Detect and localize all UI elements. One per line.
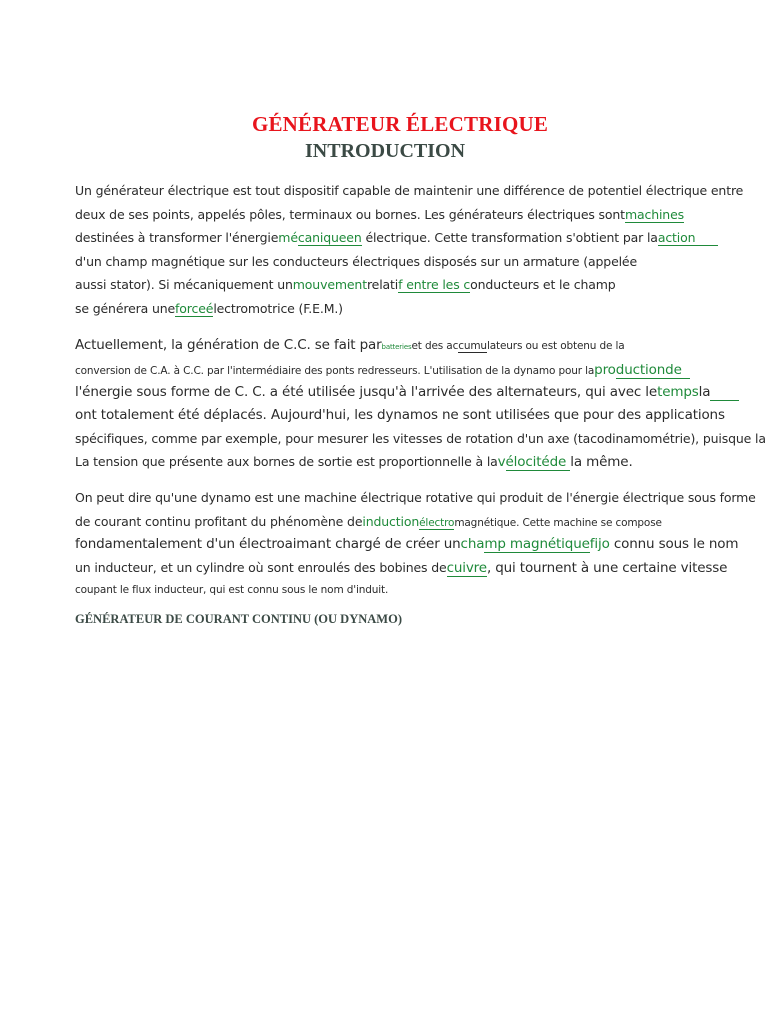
p2-line-1: Actuellement, la génération de C.C. se fait parbatterieset des accumulateurs ou est obtenu de la <box>75 337 625 353</box>
p1-line-4: d'un champ magnétique sur les conducteurs électriques disposés sur un armature (appelée <box>75 254 638 269</box>
p1-line-5: aussi stator). Si mécaniquement unmouvementrelatif entre les conducteurs et le champ <box>75 277 616 292</box>
p3-line-5: coupant le flux inducteur, qui est connu sous le nom d'induit. <box>75 584 389 596</box>
green-term: cuivre <box>446 560 487 576</box>
document-subtitle: INTRODUCTION <box>305 140 466 162</box>
p3-line-4: un inducteur, et un cylindre où sont enroulés des bobines decuivre, qui tournent à une certaine vitesse <box>75 560 728 576</box>
p2-line-3: l'énergie sous forme de C. C. a été utilisée jusqu'à l'arrivée des alternateurs, qui avec letempsla <box>75 384 739 400</box>
green-term: action <box>657 230 696 245</box>
p1-line-1: Un générateur électrique est tout dispositif capable de maintenir une différence de potentiel électrique entre <box>75 183 744 198</box>
p1-line-6: se générera uneforceélectromotrice (F.E.M.) <box>75 301 343 316</box>
section-heading: GÉNÉRATEUR DE COURANT CONTINU (OU DYNAMO) <box>75 612 402 626</box>
p1-line-2: deux de ses points, appelés pôles, terminaux ou bornes. Les générateurs électriques sontmachines <box>75 207 684 222</box>
p2-line-6: La tension que présente aux bornes de sortie est proportionnelle à lavélocitéde la même. <box>75 454 633 470</box>
green-term: électro <box>419 517 455 529</box>
green-term: duction <box>615 362 666 378</box>
green-term: caniqueen <box>297 230 362 245</box>
green-term: machines <box>624 207 684 222</box>
green-term: mp magnétique <box>484 536 590 552</box>
document-title: GÉNÉRATEUR ÉLECTRIQUE <box>251 112 549 136</box>
p2-line-4: ont totalement été déplacés. Aujourd'hui, les dynamos ne sont utilisées que pour des applications <box>75 407 725 423</box>
green-term: élocité <box>505 454 550 470</box>
p2-line-2: conversion de C.A. à C.C. par l'intermédiaire des ponts redresseurs. L'utilisation de la dynamo pour laproductionde <box>75 362 691 378</box>
p3-line-1: On peut dire qu'une dynamo est une machine électrique rotative qui produit de l'énergie électrique sous forme <box>75 490 756 505</box>
p3-line-2: de courant continu profitant du phénomène deinductionélectromagnétique. Cette machine se compose <box>75 514 662 529</box>
p3-line-3: fondamentalement d'un électroaimant chargé de créer unchamp magnétiquefijo connu sous le nom <box>75 536 739 552</box>
p2-line-5: spécifiques, comme par exemple, pour mesurer les vitesses de rotation d'un axe (tacodinamométrie), puisque la <box>75 431 766 446</box>
green-term: forceé <box>175 301 214 316</box>
green-term: f entre les c <box>398 277 471 292</box>
p1-line-3: destinées à transformer l'énergiemécaniqueen électrique. Cette transformation s'obtient par laaction <box>75 230 718 245</box>
